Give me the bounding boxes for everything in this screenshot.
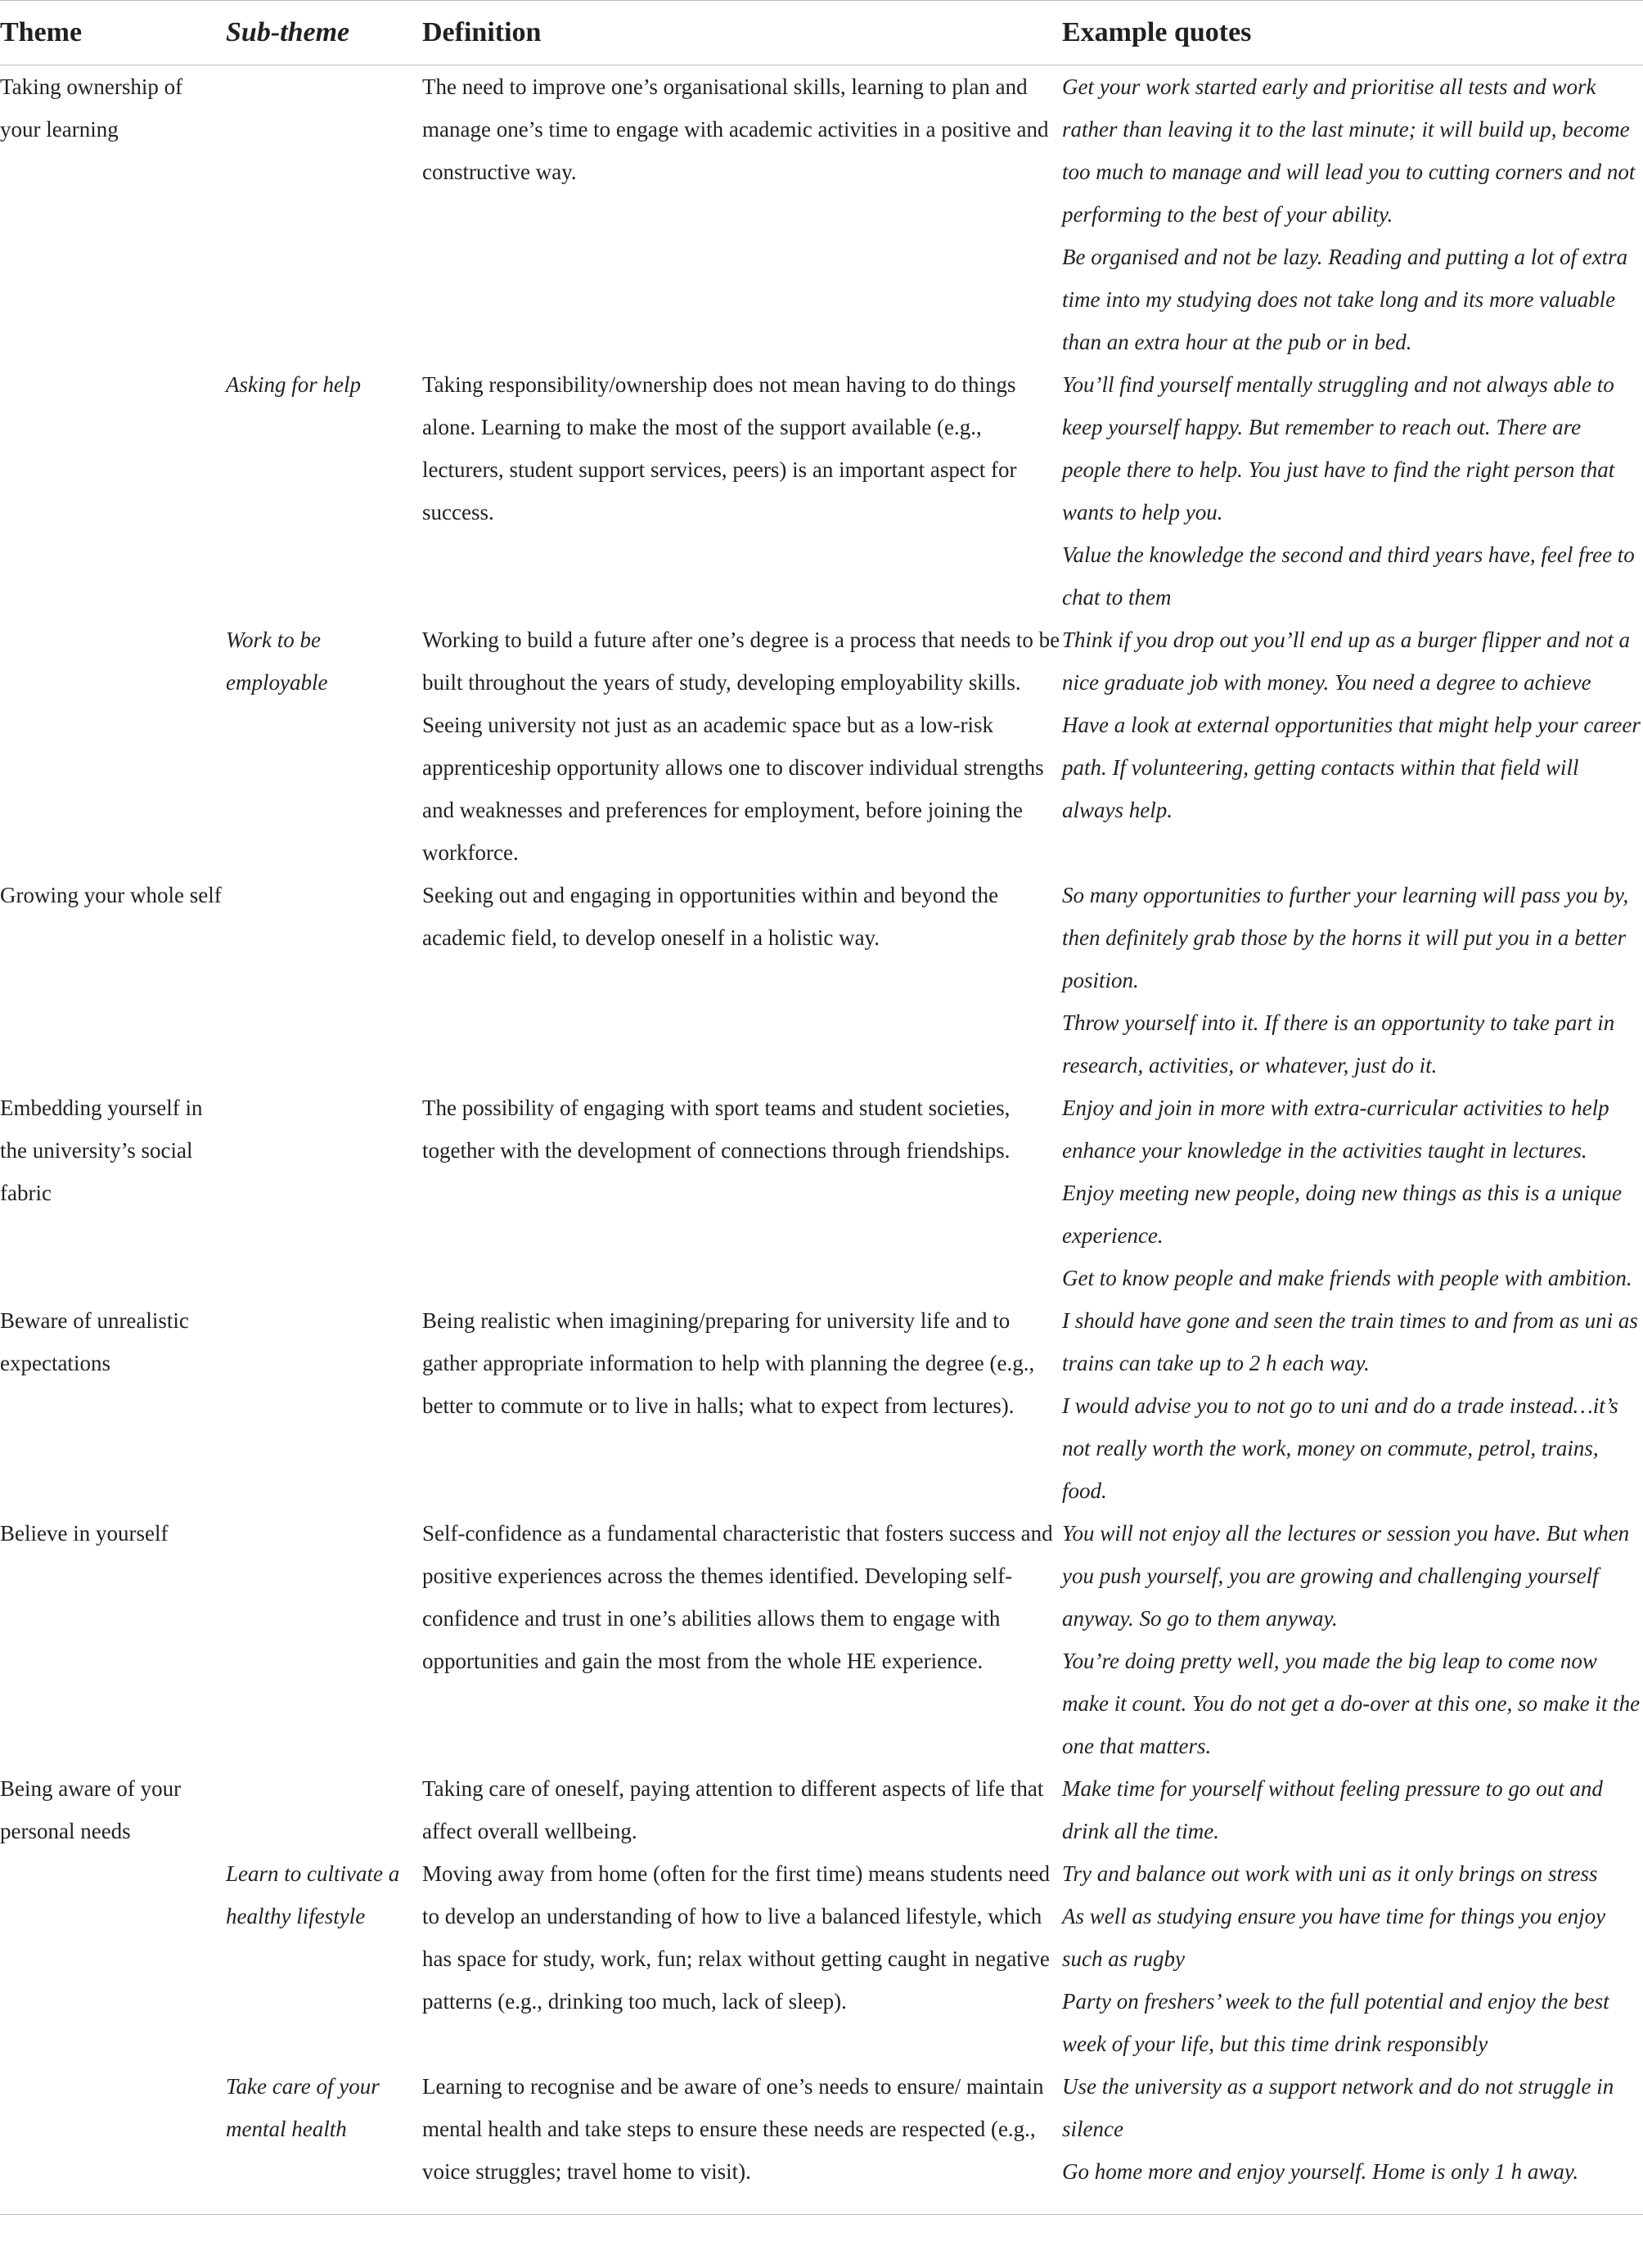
example-quote: Use the university as a support network and do not struggle in silence [1062,2074,1614,2141]
example-quote: You’ll find yourself mentally struggling and not always able to keep yourself happy. But remember to reach out. There are people there to help. You just have to find the right person that wants to help you. [1062,372,1615,524]
table-row [0,1512,1643,1767]
definition-cell: Self-confidence as a fundamental characteristic that fosters success and positive experiences across the themes identified. Developing self-confidence and trust in one’s abilities allows them to engage with opportunities and gain the most from the whole HE experience. [422,1521,1053,1673]
example-quote: Party on freshers’ week to the full potential and enjoy the best week of your life, but this time drink responsibly [1062,1989,1609,2056]
example-quote: Go home more and enjoy yourself. Home is only 1 h away. [1062,2159,1579,2184]
theme-cell: Beware of unrealistic expectations [0,1308,189,1375]
definition-cell: Taking responsibility/ownership does not mean having to do things alone. Learning to make the most of the support available (e.g., lecturers, student support services, peers) is an important aspect for success. [422,372,1017,524]
definition-cell: Working to build a future after one’s degree is a process that needs to be built throughout the years of study, developing employability skills. Seeing university not just as an academic space but as a low-risk apprenticeship opportunity allows one to discover individual strengths and weaknesses and preferences for employment, before joining the workforce. [422,628,1060,865]
bottom-rule [0,2215,1643,2222]
theme-cell [0,619,226,874]
table-row [0,65,1643,364]
column-header-definition: Definition [422,1,1062,65]
column-header-sub-theme: Sub-theme [226,1,422,65]
example-quote: Get to know people and make friends with people with ambition. [1062,1266,1632,1290]
quotes-cell [1062,1512,1643,1767]
example-quote: Be organised and not be lazy. Reading and putting a lot of extra time into my studying does not take long and its more valuable than an extra hour at the pub or in bed. [1062,245,1628,354]
quotes-cell [1062,65,1643,364]
table-row [0,1087,1643,1299]
example-quote: Have a look at external opportunities that might help your career path. If volunteering, getting contacts within that field will always help. [1062,713,1641,822]
sub-theme-cell: Asking for help [226,372,361,397]
example-quote: As well as studying ensure you have time for things you enjoy such as rugby [1062,1904,1606,1971]
table-row [0,1852,1643,2065]
example-quote: Make time for yourself without feeling pressure to go out and drink all the time. [1062,1776,1603,1843]
sub-theme-cell: Take care of your mental health [226,2074,380,2141]
example-quote: Throw yourself into it. If there is an opportunity to take part in research, activities, or whatever, just do it. [1062,1010,1615,1078]
example-quote: Enjoy and join in more with extra-curricular activities to help enhance your knowledge in the activities taught in lectures. [1062,1096,1609,1163]
column-header-theme: Theme [0,1,226,65]
table-row [0,619,1643,874]
theme-cell [0,1852,226,2065]
sub-theme-cell: Work to be employable [226,628,328,695]
quotes-cell [1062,874,1643,1087]
table-row [0,874,1643,1087]
quotes-cell [1062,1767,1643,1852]
definition-cell: The possibility of engaging with sport teams and student societies, together with the development of connections through friendships. [422,1096,1011,1163]
table-header [0,1,1643,65]
example-quote: You will not enjoy all the lectures or session you have. But when you push yourself, you are growing and challenging yourself anyway. So go to them anyway. [1062,1521,1630,1631]
theme-cell: Growing your whole self [0,883,222,907]
theme-cell [0,363,226,619]
quotes-cell [1062,1299,1643,1512]
quotes-cell [1062,619,1643,874]
example-quote: So many opportunities to further your learning will pass you by, then definitely grab those by the horns it will put you in a better position. [1062,883,1629,992]
quotes-cell [1062,2065,1643,2215]
definition-cell: Moving away from home (often for the first time) means students need to develop an understanding of how to live a balanced lifestyle, which has space for study, work, fun; relax without getting caught in negative patterns (e.g., drinking too much, lack of sleep). [422,1861,1051,2014]
theme-cell: Being aware of your personal needs [0,1776,182,1843]
example-quote: Think if you drop out you’ll end up as a burger flipper and not a nice graduate job with money. You need a degree to achieve [1062,628,1630,695]
definition-cell: Seeking out and engaging in opportunities within and beyond the academic field, to develop oneself in a holistic way. [422,883,999,950]
footer-rule-row [0,2215,1643,2222]
table-row [0,363,1643,619]
definition-cell: Taking care of oneself, paying attention to different aspects of life that affect overall wellbeing. [422,1776,1044,1843]
quotes-cell [1062,1087,1643,1299]
table-row [0,1299,1643,1512]
sub-theme-cell [226,1767,422,1852]
example-quote: I would advise you to not go to uni and do a trade instead…it’s not really worth the work, money on commute, petrol, trains, food. [1062,1393,1618,1503]
table-row [0,2065,1643,2215]
sub-theme-cell [226,1512,422,1767]
column-header-example-quotes: Example quotes [1062,1,1643,65]
example-quote: Get your work started early and prioritise all tests and work rather than leaving it to the last minute; it will build up, become too much to manage and will lead you to cutting corners and not performing to the best of your ability. [1062,74,1636,227]
sub-theme-cell [226,1299,422,1512]
example-quote: I should have gone and seen the train times to and from as uni as trains can take up to 2 h each way. [1062,1308,1638,1375]
definition-cell: The need to improve one’s organisational skills, learning to plan and manage one’s time to engage with academic activities in a positive and constructive way. [422,74,1049,184]
quotes-cell [1062,363,1643,619]
theme-cell: Believe in yourself [0,1521,169,1546]
sub-theme-cell [226,874,422,1087]
definition-cell: Learning to recognise and be aware of one’s needs to ensure/ maintain mental health and take steps to ensure these needs are respected (e.g., voice struggles; travel home to visit). [422,2074,1044,2184]
table-footer-rule [0,2215,1643,2222]
example-quote: Value the knowledge the second and third years have, feel free to chat to them [1062,542,1635,610]
sub-theme-cell: Learn to cultivate a healthy lifestyle [226,1861,400,1928]
sub-theme-cell [226,1087,422,1299]
theme-cell: Embedding yourself in the university’s social fabric [0,1096,203,1205]
theme-cell [0,2065,226,2215]
quotes-cell [1062,1852,1643,2065]
example-quote: Enjoy meeting new people, doing new things as this is a unique experience. [1062,1181,1622,1248]
example-quote: Try and balance out work with uni as it only brings on stress [1062,1861,1598,1886]
header-row [0,1,1643,65]
definition-cell: Being realistic when imagining/preparing for university life and to gather appropriate information to help with planning the degree (e.g., better to commute or to live in halls; what to expect from lectures). [422,1308,1035,1418]
example-quote: You’re doing pretty well, you made the big leap to come now make it count. You do not get a do-over at this one, so make it the one that matters. [1062,1649,1641,1758]
table-row [0,1767,1643,1852]
table-body [0,65,1643,2215]
theme-cell: Taking ownership of your learning [0,74,183,142]
sub-theme-cell [226,65,422,364]
